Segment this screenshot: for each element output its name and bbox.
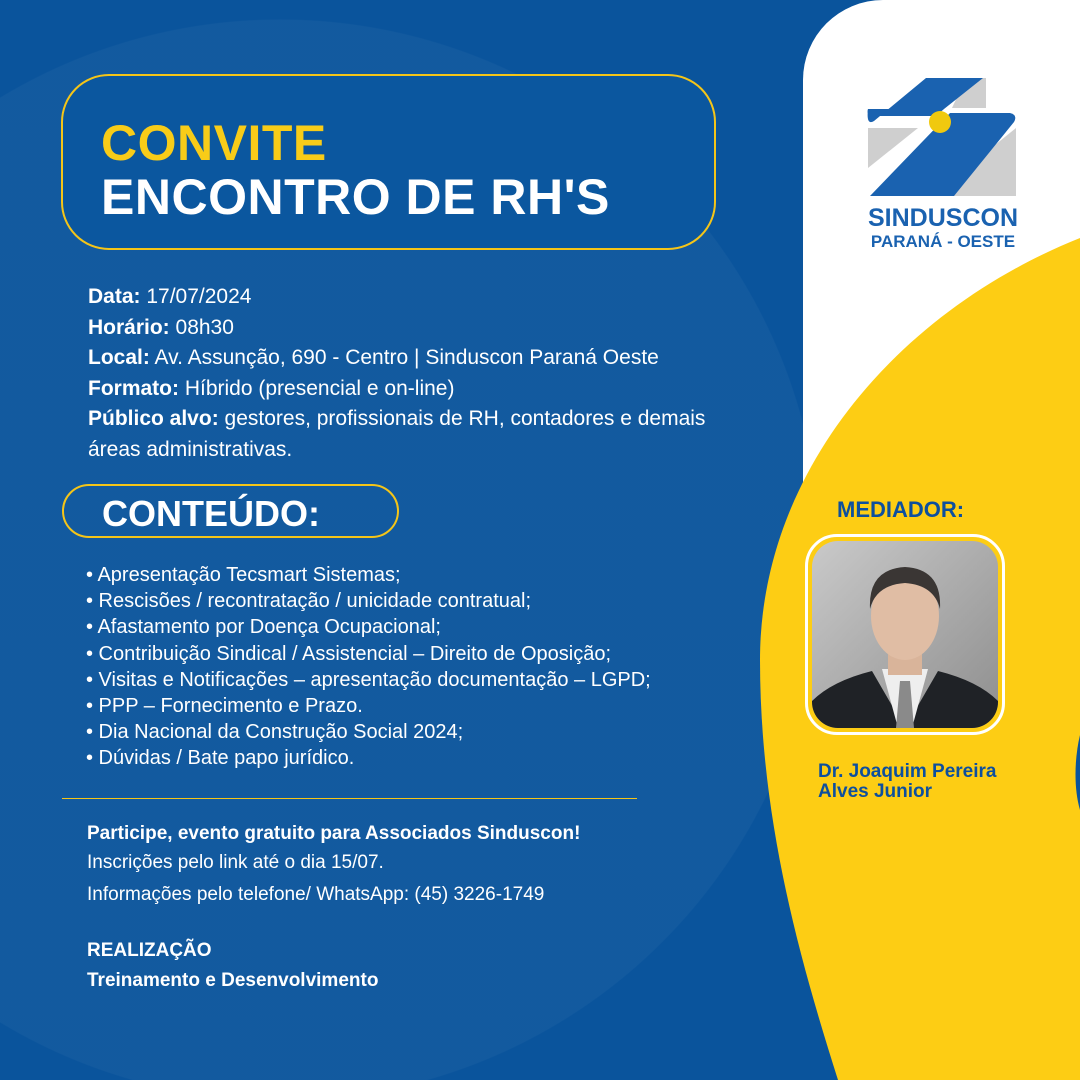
list-item: • Contribuição Sindical / Assistencial – Direito de Oposição; bbox=[86, 642, 612, 665]
divider bbox=[62, 798, 637, 799]
detail-label: Horário: bbox=[88, 315, 170, 339]
event-details bbox=[88, 282, 738, 465]
logo-name: SINDUSCON bbox=[868, 204, 1019, 232]
content-heading-box bbox=[62, 484, 399, 538]
footer-contact: Informações pelo telefone/ WhatsApp: (45) 3226-1749 bbox=[87, 884, 545, 905]
content-heading: CONTEÚDO: bbox=[102, 493, 320, 534]
list-item: • Dúvidas / Bate papo jurídico. bbox=[86, 747, 355, 770]
detail-value: gestores, profissionais de RH, contadores e demais áreas administrativas. bbox=[88, 407, 706, 461]
detail-audience bbox=[88, 404, 738, 465]
mediator-name-line2: Alves Junior bbox=[818, 781, 933, 802]
detail-label: Público alvo: bbox=[88, 407, 219, 430]
detail-value: 17/07/2024 bbox=[140, 285, 252, 308]
detail-value: Av. Assunção, 690 - Centro | Sinduscon Paraná Oeste bbox=[149, 346, 659, 369]
mediator-photo bbox=[812, 541, 998, 728]
realization-value: Treinamento e Desenvolvimento bbox=[87, 970, 379, 991]
logo-subtitle: PARANÁ - OESTE bbox=[870, 232, 1016, 251]
detail-label: Formato: bbox=[88, 376, 179, 400]
detail-format bbox=[88, 374, 738, 405]
title-box bbox=[61, 74, 716, 250]
list-item: • PPP – Fornecimento e Prazo. bbox=[86, 695, 363, 718]
mediator-name-line1: Dr. Joaquim Pereira bbox=[818, 761, 997, 782]
realization-label: REALIZAÇÃO bbox=[87, 940, 212, 961]
title-convite: CONVITE bbox=[101, 115, 327, 171]
detail-time bbox=[88, 313, 738, 344]
detail-label: Data: bbox=[88, 285, 141, 308]
list-item: • Dia Nacional da Construção Social 2024; bbox=[86, 721, 464, 744]
footer-highlight: Participe, evento gratuito para Associados Sinduscon! bbox=[87, 823, 581, 844]
list-item: • Apresentação Tecsmart Sistemas; bbox=[86, 564, 401, 586]
list-item: • Visitas e Notificações – apresentação documentação – LGPD; bbox=[86, 668, 651, 691]
mediator-label: MEDIADOR: bbox=[837, 497, 965, 522]
list-item: • Rescisões / recontratação / unicidade contratual; bbox=[86, 590, 532, 613]
detail-date bbox=[88, 282, 738, 313]
content-list bbox=[86, 562, 746, 772]
title-event: ENCONTRO DE RH'S bbox=[101, 169, 610, 225]
detail-location bbox=[88, 343, 738, 374]
list-item: • Afastamento por Doença Ocupacional; bbox=[86, 616, 441, 639]
sinduscon-logo-icon bbox=[866, 78, 1018, 198]
detail-value: 08h30 bbox=[169, 315, 234, 339]
mediator-name bbox=[818, 762, 1018, 802]
mediator-photo-frame bbox=[805, 534, 1005, 735]
detail-label: Local: bbox=[88, 346, 150, 369]
footer-registration: Inscrições pelo link até o dia 15/07. bbox=[87, 852, 384, 873]
detail-value: Híbrido (presencial e on-line) bbox=[179, 376, 455, 400]
